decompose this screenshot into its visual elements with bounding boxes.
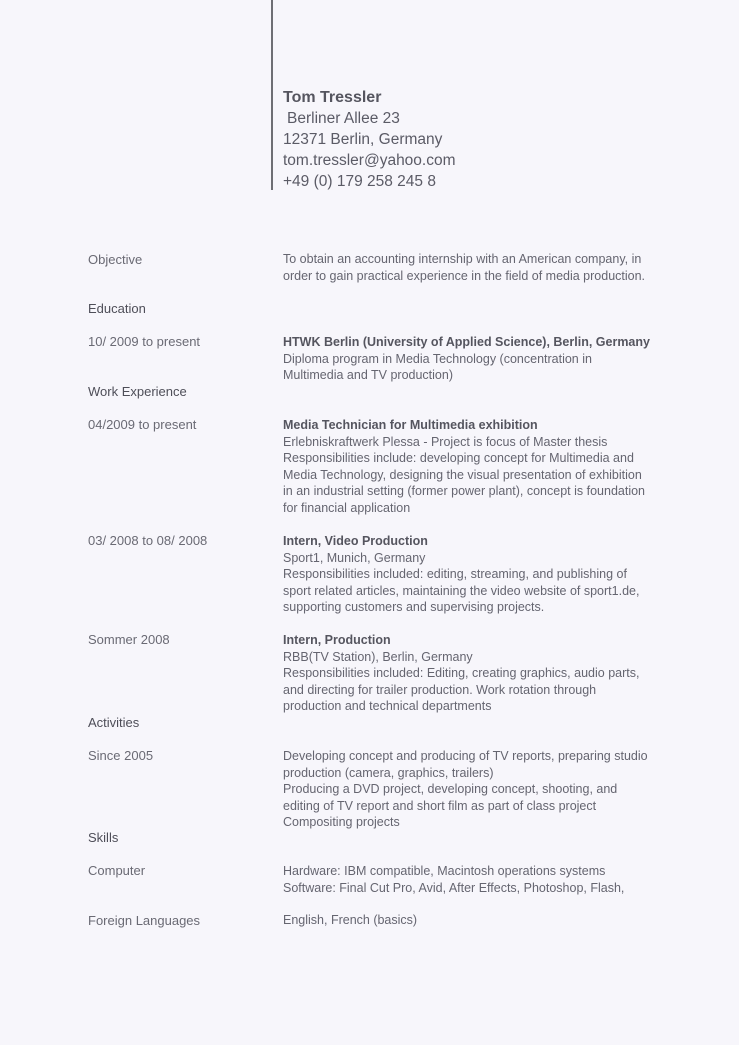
skills-line: Software: Final Cut Pro, Avid, After Effects, Photoshop, Flash, — [283, 880, 625, 895]
education-date: 10/ 2009 to present — [88, 334, 201, 349]
work-title: Intern, Video Production — [283, 534, 428, 548]
skills-line: English, French (basics) — [283, 913, 418, 927]
education-entry — [283, 334, 650, 384]
work-title: Intern, Production — [283, 633, 391, 647]
work-line: in an industrial setting (former power plant), concept is foundation — [283, 484, 645, 498]
skills-line: Hardware: IBM compatible, Macintosh operations systems — [283, 864, 606, 878]
address-street: Berliner Allee 23 — [287, 110, 400, 127]
objective-line: order to gain practical experience in the field of media production. — [283, 268, 646, 283]
education-line: Diploma program in Media Technology (concentration in — [283, 351, 592, 366]
work-line: Responsibilities included: Editing, creating graphics, audio parts, — [283, 666, 640, 680]
work-date: Sommer 2008 — [88, 632, 170, 647]
education-heading: Education — [88, 301, 146, 316]
work-date: 04/2009 to present — [88, 417, 197, 432]
activities-line: Compositing projects — [283, 815, 400, 829]
work-entry — [283, 417, 645, 516]
work-line: Sport1, Munich, Germany — [283, 550, 426, 565]
activities-line: production (camera, graphics, trailers) — [283, 765, 494, 780]
skills-entry — [283, 912, 417, 929]
phone-number: +49 (0) 179 258 245 8 — [283, 173, 436, 190]
address-city: 12371 Berlin, Germany — [283, 131, 443, 148]
email-address: tom.tressler@yahoo.com — [283, 152, 456, 169]
work-entry — [283, 632, 639, 715]
contact-header — [283, 87, 456, 192]
work-line: sport related articles, maintaining the video website of sport1.de, — [283, 583, 640, 598]
education-title: HTWK Berlin (University of Applied Science), Berlin, Germany — [283, 335, 650, 349]
header-divider-line — [271, 0, 273, 190]
activities-entry — [283, 748, 648, 831]
objective-heading: Objective — [88, 252, 143, 267]
work-line: RBB(TV Station), Berlin, Germany — [283, 649, 473, 664]
skills-label: Foreign Languages — [88, 913, 201, 928]
work-line: and directing for trailer production. Work rotation through — [283, 682, 597, 697]
work-line: Erlebniskraftwerk Plessa - Project is focus of Master thesis — [283, 434, 608, 449]
skills-entry — [283, 863, 624, 896]
work-title: Media Technician for Multimedia exhibition — [283, 418, 538, 432]
work-entry — [283, 533, 639, 616]
skills-heading: Skills — [88, 830, 119, 845]
work-line: Responsibilities included: editing, streaming, and publishing of — [283, 567, 627, 581]
activities-date: Since 2005 — [88, 748, 154, 763]
objective-text — [283, 251, 645, 284]
work-date: 03/ 2008 to 08/ 2008 — [88, 533, 208, 548]
education-line: Multimedia and TV production) — [283, 368, 453, 382]
objective-line: To obtain an accounting internship with an American company, in — [283, 252, 642, 266]
skills-label: Computer — [88, 863, 146, 878]
activities-line: Developing concept and producing of TV reports, preparing studio — [283, 749, 648, 763]
work-line: Responsibilities include: developing concept for Multimedia and — [283, 451, 634, 465]
work-line: for financial application — [283, 500, 411, 515]
work-line: production and technical departments — [283, 699, 492, 713]
work-line: Media Technology, designing the visual presentation of exhibition — [283, 467, 642, 482]
candidate-name: Tom Tressler — [283, 89, 382, 106]
work-experience-heading: Work Experience — [88, 384, 187, 399]
activities-line: Producing a DVD project, developing concept, shooting, and — [283, 782, 618, 796]
activities-heading: Activities — [88, 715, 140, 730]
work-line: supporting customers and supervising projects. — [283, 600, 545, 614]
activities-line: editing of TV report and short film as part of class project — [283, 798, 597, 813]
